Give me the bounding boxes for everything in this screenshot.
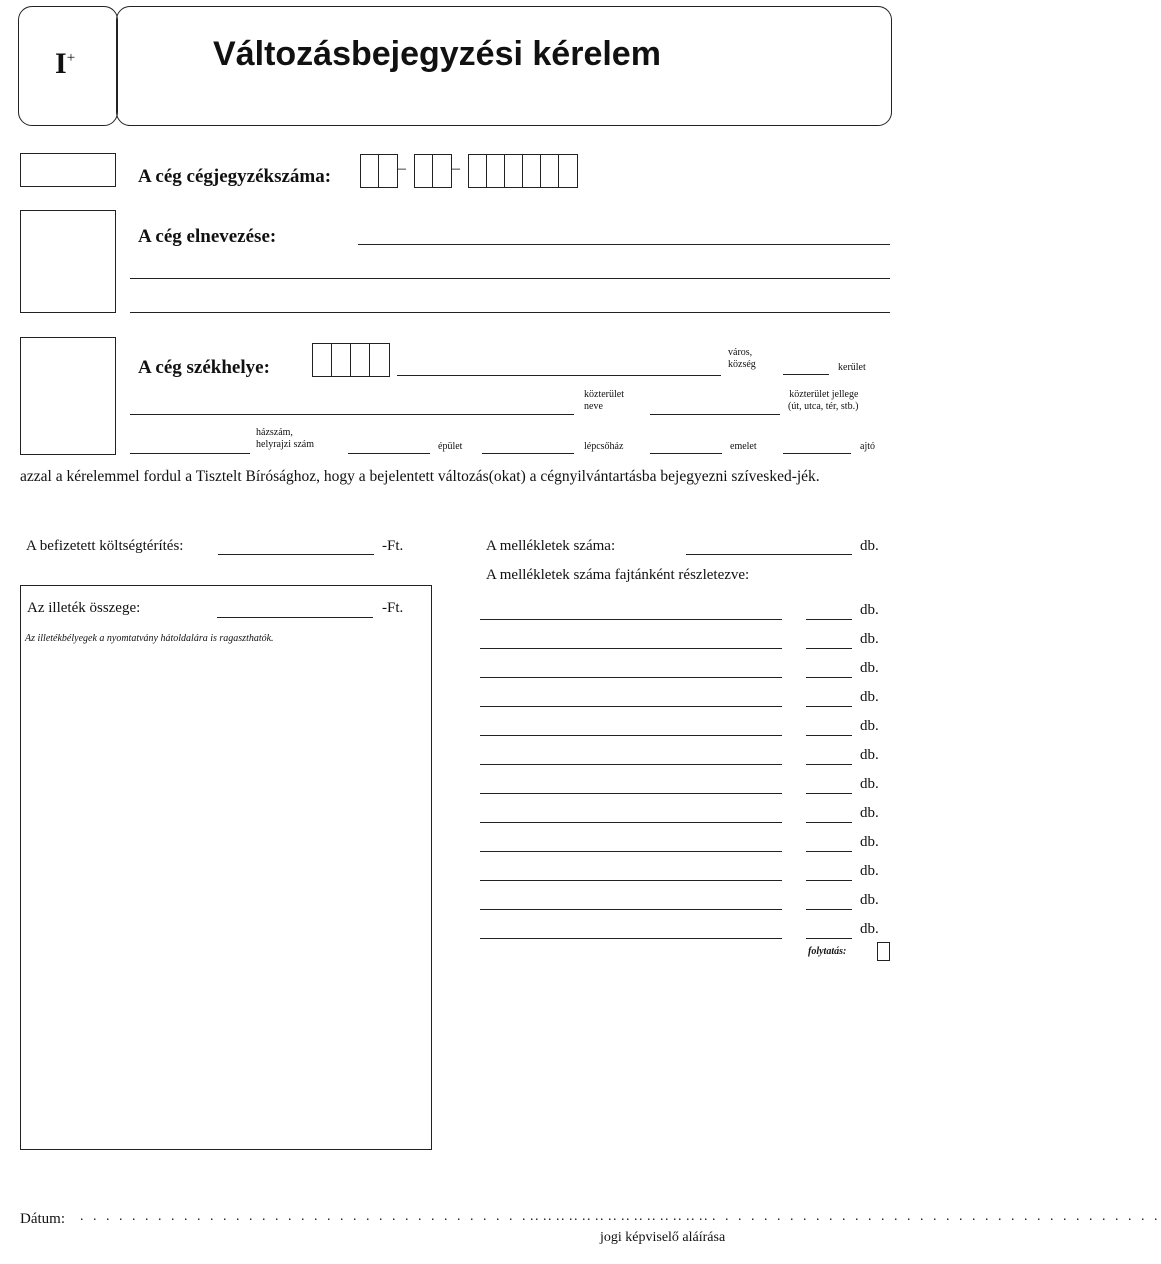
house-number-line[interactable]	[130, 453, 250, 454]
duty-ft: -Ft.	[382, 600, 404, 616]
door-line[interactable]	[783, 453, 851, 454]
reg-number-serial-cells[interactable]	[468, 154, 578, 188]
attachment-type-line[interactable]	[480, 619, 782, 620]
cost-ft: -Ft.	[382, 538, 404, 554]
attachment-type-line[interactable]	[480, 706, 782, 707]
staircase-line[interactable]	[482, 453, 574, 454]
attachment-type-line[interactable]	[480, 938, 782, 939]
attachment-qty-line[interactable]	[806, 851, 852, 852]
attachment-type-line[interactable]	[480, 677, 782, 678]
date-label: Dátum:	[20, 1211, 65, 1227]
company-name-label: A cég elnevezése:	[138, 226, 277, 247]
city-line[interactable]	[397, 375, 721, 376]
duty-line[interactable]	[217, 617, 373, 618]
street-name-caption: közterület neve	[584, 389, 624, 412]
attachment-unit: db.	[860, 776, 879, 792]
door-caption: ajtó	[860, 441, 875, 452]
street-name-line[interactable]	[130, 414, 574, 415]
reg-sep-2: –	[452, 160, 460, 177]
attachment-unit: db.	[860, 747, 879, 763]
building-caption: épület	[438, 441, 463, 452]
continuation-checkbox[interactable]	[877, 942, 890, 961]
company-name-line-1[interactable]	[358, 244, 890, 245]
attachment-qty-line[interactable]	[806, 938, 852, 939]
district-caption: kerület	[838, 362, 866, 373]
attachment-qty-line[interactable]	[806, 793, 852, 794]
reg-number-form-cells[interactable]	[414, 154, 452, 188]
signature-dots[interactable]: . . . . . . . . . . . . . . . . . . . . . . . . . . . . . . . . . . . . . . . . . . . . . . . . .	[530, 1209, 1161, 1224]
attachment-unit: db.	[860, 863, 879, 879]
title-box	[116, 6, 892, 126]
reg-number-label: A cég cégjegyzékszáma:	[138, 166, 332, 187]
floor-line[interactable]	[650, 453, 722, 454]
attachment-qty-line[interactable]	[806, 735, 852, 736]
attachment-unit: db.	[860, 631, 879, 647]
street-type-line[interactable]	[650, 414, 780, 415]
duty-stamp-box	[20, 585, 432, 1150]
attachment-unit: db.	[860, 660, 879, 676]
attachments-count-line[interactable]	[686, 554, 852, 555]
city-caption: város, község	[728, 347, 756, 370]
attachment-unit: db.	[860, 805, 879, 821]
attachment-type-line[interactable]	[480, 880, 782, 881]
office-box-2	[20, 210, 116, 313]
attachment-qty-line[interactable]	[806, 909, 852, 910]
attachments-count-label: A mellékletek száma:	[486, 538, 616, 554]
page-title: Változásbejegyzési kérelem	[213, 35, 661, 73]
house-number-caption: házszám, helyrajzi szám	[256, 427, 315, 450]
attachment-unit: db.	[860, 921, 879, 937]
attachments-detail-label: A mellékletek száma fajtánként részletezve:	[486, 567, 750, 583]
attachment-type-line[interactable]	[480, 851, 782, 852]
stamp-note: Az illetékbélyegek a nyomtatvány hátoldalára is ragaszthatók.	[25, 633, 274, 644]
attachment-qty-line[interactable]	[806, 619, 852, 620]
reg-sep-1: –	[398, 160, 406, 177]
cost-label: A befizetett költségtérítés:	[26, 538, 184, 554]
building-line[interactable]	[348, 453, 430, 454]
reg-number-court-cells[interactable]	[360, 154, 398, 188]
signature-label: jogi képviselő aláírása	[600, 1230, 726, 1245]
attachment-type-line[interactable]	[480, 764, 782, 765]
attachment-unit: db.	[860, 689, 879, 705]
attachment-unit: db.	[860, 602, 879, 618]
postal-code-cells[interactable]	[312, 343, 390, 377]
staircase-caption: lépcsőház	[584, 441, 624, 452]
attachments-count-unit: db.	[860, 538, 879, 554]
continuation-label: folytatás:	[808, 946, 847, 957]
street-type-caption: közterület jellege (út, utca, tér, stb.)	[788, 389, 859, 412]
attachment-qty-line[interactable]	[806, 764, 852, 765]
attachment-qty-line[interactable]	[806, 648, 852, 649]
attachment-qty-line[interactable]	[806, 677, 852, 678]
seat-label: A cég székhelye:	[138, 357, 270, 378]
company-name-line-2[interactable]	[130, 278, 890, 279]
attachment-qty-line[interactable]	[806, 822, 852, 823]
attachment-unit: db.	[860, 834, 879, 850]
attachment-qty-line[interactable]	[806, 880, 852, 881]
district-line[interactable]	[783, 374, 829, 375]
attachment-unit: db.	[860, 892, 879, 908]
cost-line[interactable]	[218, 554, 374, 555]
attachment-qty-line[interactable]	[806, 706, 852, 707]
attachment-type-line[interactable]	[480, 909, 782, 910]
form-code-box	[18, 6, 118, 126]
attachment-type-line[interactable]	[480, 793, 782, 794]
date-dots[interactable]: . . . . . . . . . . . . . . . . . . . . . . . . . . . . . . . . . . . . . . . . . . . . . . . . .	[80, 1209, 711, 1224]
office-box-1	[20, 153, 116, 187]
form-code: I+	[55, 47, 76, 80]
attachment-unit: db.	[860, 718, 879, 734]
floor-caption: emelet	[730, 441, 757, 452]
attachment-type-line[interactable]	[480, 648, 782, 649]
attachment-type-line[interactable]	[480, 735, 782, 736]
request-text: azzal a kérelemmel fordul a Tisztelt Bírósághoz, hogy a bejelentett változás(okat) a cégnyilvántartásba bejegyezni szívesked-jék.	[20, 468, 820, 485]
company-name-line-3[interactable]	[130, 312, 890, 313]
office-box-3	[20, 337, 116, 455]
duty-label: Az illeték összege:	[27, 600, 141, 616]
attachment-type-line[interactable]	[480, 822, 782, 823]
